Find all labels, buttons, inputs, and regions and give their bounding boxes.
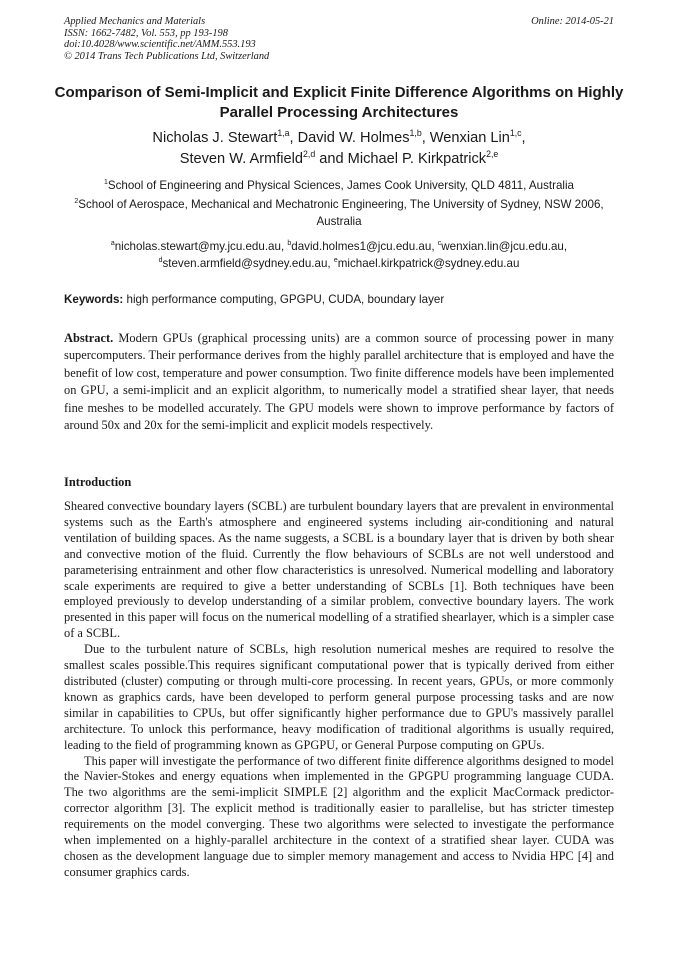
abstract-label: Abstract. [64, 331, 114, 345]
journal-header [64, 16, 614, 62]
email-mark: a [110, 240, 115, 248]
author-separator: and [315, 151, 348, 167]
keywords [64, 292, 614, 308]
author-separator: , [521, 130, 526, 146]
copyright-line: © 2014 Trans Tech Publications Ltd, Switzerland [64, 50, 270, 62]
section-heading-introduction: Introduction [64, 475, 132, 489]
email-line-2 [64, 255, 614, 272]
email-separator: , [327, 257, 334, 270]
online-date: Online: 2014-05-21 [531, 16, 614, 27]
author-name: Wenxian Lin [429, 130, 510, 146]
author-name: David W. Holmes [297, 130, 410, 146]
affiliation-mark: 2 [74, 198, 79, 206]
email-line-1 [64, 238, 614, 255]
affiliation-text: School of Aerospace, Mechanical and Mechatronic Engineering, The University of Sydney, NSW 2006, Australia [78, 198, 604, 228]
paragraph: This paper will investigate the performance of two different finite difference algorithms designed to model the Navier-Stokes and energy equations when implemented in the GPGPU programming language CUDA. The two algorithms are the semi-implicit SIMPLE [2] algorithm and the explicit MacCormack predictor-corrector algorithm [3]. The explicit method is traditionally easier to parallelise, but has stricter timestep requirements on the model converging. These two algorithms were selected to investigate the performance when implemented on a highly-parallel architecture in the context of a stratified shear layer. CUDA was chosen as the development language due to simpler memory management and access to Nvidia HPC [4] and consumer graphics cards. [64, 753, 614, 879]
affiliation-text: School of Engineering and Physical Sciences, James Cook University, QLD 4811, Australia [107, 179, 574, 192]
paper-title: Comparison of Semi-Implicit and Explicit Finite Difference Algorithms on Highly Parallel Processing Architectures [54, 84, 624, 121]
author-mark: 2,d [303, 149, 316, 160]
email-mark: b [287, 240, 292, 248]
author-mark: 1,b [409, 128, 422, 139]
email-mark: d [158, 257, 163, 265]
abstract [64, 330, 614, 434]
email-list [64, 238, 614, 272]
author-list [64, 128, 614, 170]
author-mark: 1,a [277, 128, 290, 139]
doi-line: doi:10.4028/www.scientific.net/AMM.553.193 [64, 39, 256, 51]
author-line-1 [64, 128, 614, 149]
email-mark: e [333, 257, 338, 265]
email-mark: c [437, 240, 442, 248]
keywords-text: high performance computing, GPGPU, CUDA, boundary layer [123, 293, 445, 306]
email-address[interactable]: michael.kirkpatrick@sydney.edu.au [337, 257, 520, 270]
issn-line: ISSN: 1662-7482, Vol. 553, pp 193-198 [64, 27, 228, 39]
affiliation-mark: 1 [103, 179, 108, 187]
keywords-label: Keywords: [64, 293, 124, 306]
journal-name: Applied Mechanics and Materials [64, 16, 206, 27]
author-mark: 2,e [486, 149, 499, 160]
affiliation-1 [64, 177, 614, 194]
email-separator: , [431, 240, 438, 253]
author-separator: , [421, 130, 430, 146]
email-address[interactable]: david.holmes1@jcu.edu.au [291, 240, 432, 253]
email-separator: , [563, 240, 568, 253]
author-mark: 1,c [509, 128, 522, 139]
author-name: Nicholas J. Stewart [152, 130, 278, 146]
author-separator: , [289, 130, 298, 146]
author-line-2 [64, 149, 614, 170]
email-separator: , [280, 240, 288, 253]
affiliation-2 [64, 196, 614, 230]
paragraph: Sheared convective boundary layers (SCBL) are turbulent boundary layers that are prevalent in environmental systems such as the Earth's atmosphere and engineered systems including air-conditioning and natural ventilation of building spaces. As the name suggests, a SCBL is a boundary layer that is driven by both shear and convective motion of the fluid. Currently the flow behaviours of SCBLs are not well understood and parameterising entrainment and other flow characteristics is unresolved. Numerical modelling and laboratory scale experiments are required to give a better understanding of SCBLs [1]. Both techniques have been employed previously to develop understanding of a similar problem, convective boundary layers. The work presented in this paper will focus on the numerical modelling of a stratified shearlayer, which is a simpler case of a SCBL. [64, 499, 614, 641]
email-address[interactable]: steven.armfield@sydney.edu.au [162, 257, 328, 270]
email-address[interactable]: nicholas.stewart@my.jcu.edu.au [114, 240, 281, 253]
email-address[interactable]: wenxian.lin@jcu.edu.au [441, 240, 564, 253]
author-name: Steven W. Armfield [179, 151, 304, 167]
introduction-body [64, 499, 614, 881]
abstract-text: Modern GPUs (graphical processing units) are a common source of processing power in many supercomputers. Their performance derives from the highly parallel architecture that is employed and have the benefit of low cost, temperature and power consumption. Two finite difference models have been implemented on GPU, a semi-implicit and an explicit algorithm, to numerically model a stratified shear layer, that needs fine meshes to be modelled accurately. The GPU models were shown to improve performance by factors of around 50x and 20x for the semi-implicit and explicit models respectively. [64, 331, 614, 433]
author-name: Michael P. Kirkpatrick [347, 151, 487, 167]
paragraph: Due to the turbulent nature of SCBLs, high resolution numerical meshes are required to resolve the smallest scales possible.This requires significant computational power that is typically derived from either distributed (cluster) computing or through multi-core processing. In recent years, GPUs, or more commonly known as graphics cards, have been developed to perform general purpose processing tasks and are now similar in capabilities to CPUs, but offer significantly higher performance due to GPU's massively parallel architecture. To unlock this performance, heavy modification of traditional algorithms is usually required, leading to the field of programming known as GPGPU, or General Purpose computing on GPUs. [64, 642, 614, 752]
